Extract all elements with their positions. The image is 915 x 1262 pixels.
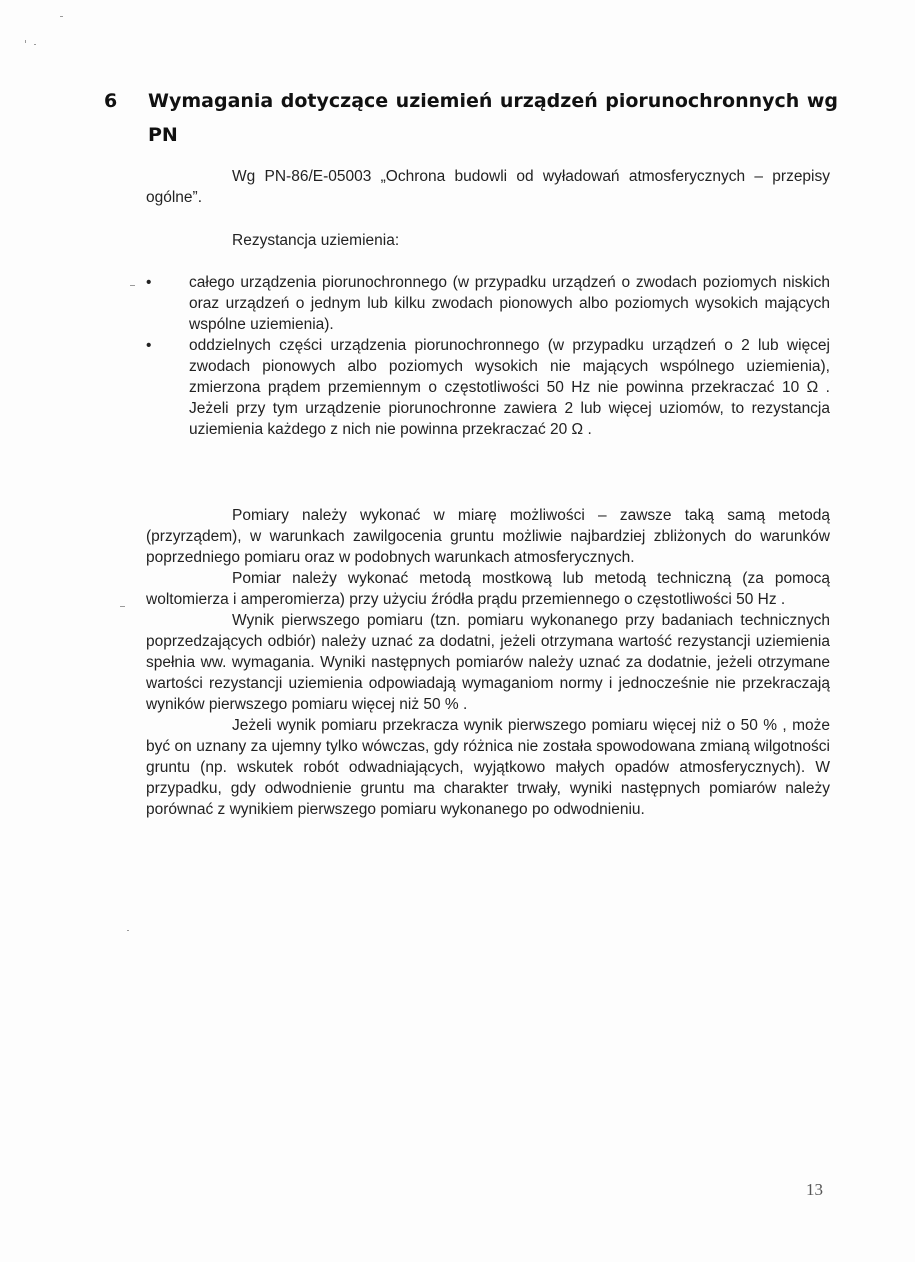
list-item <box>146 272 830 335</box>
list-item-text: całego urządzenia piorunochronnego (w przypadku urządzeń o zwodach poziomych niskich oraz urządzeń o jednym lub kilku zwodach pionowych albo poziomych wysokich mających wspólne uziemienia). <box>189 274 830 333</box>
bullet-marker: • <box>146 274 152 291</box>
body-text <box>146 505 830 820</box>
scan-speck <box>34 44 36 45</box>
paragraph: Wynik pierwszego pomiaru (tzn. pomiaru wykonanego przy badaniach technicznych poprzedzających odbiór) należy uznać za dodatni, jeżeli otrzymana wartość rezystancji uziemienia spełnia ww. wymagania. Wyniki następnych pomiarów należy uznać za dodatnie, jeżeli otrzymane wartości rezystancji uziemienia odpowiadają wymaganiom normy i jednocześnie nie przekraczają wyników pierwszego pomiaru więcej niż 50 % . <box>146 612 830 713</box>
scan-speck <box>60 16 63 17</box>
page-number: 13 <box>806 1180 823 1199</box>
bullet-marker: • <box>146 337 152 354</box>
paragraph: Pomiary należy wykonać w miarę możliwości – zawsze taką samą metodą (przyrządem), w warunkach zawilgocenia gruntu możliwie najbardziej zbliżonych do warunków poprzedniego pomiaru oraz w podobnych warunkach atmosferycznych. <box>146 507 830 566</box>
paragraph: Pomiar należy wykonać metodą mostkową lub metodą techniczną (za pomocą woltomierza i amperomierza) przy użyciu źródła prądu przemiennego o częstotliwości 50 Hz . <box>146 570 830 608</box>
paragraph: Jeżeli wynik pomiaru przekracza wynik pierwszego pomiaru więcej niż o 50 % , może być on uznany za ujemny tylko wówczas, gdy różnica nie została spowodowana zmianą wilgotności gruntu (np. wskutek robót odwadniających, wyjątkowo małych opadów atmosferycznych). W przypadku, gdy odwodnienie gruntu ma charakter trwały, wyniki następnych pomiarów należy porównać z wynikiem pierwszego pomiaru wykonanego po odwodnieniu. <box>146 717 830 818</box>
list-item-text: oddzielnych części urządzenia piorunochronnego (w przypadku urządzeń o 2 lub więcej zwodach pionowych albo poziomych wysokich nie mających wspólnego uziemienia), zmierzona prądem przemiennym o częstotliwości 50 Hz nie powinna przekraczać 10 Ω . Jeżeli przy tym urządzenie piorunochronne zawiera 2 lub więcej uziomów, to rezystancja uziemienia każdego z nich nie powinna przekraczać 20 Ω . <box>189 337 830 438</box>
resistance-label: Rezystancja uziemienia: <box>232 232 400 249</box>
scan-speck <box>127 930 129 931</box>
scan-speck <box>120 606 125 607</box>
requirements-list <box>146 272 830 440</box>
section-title: Wymagania dotyczące uziemień urządzeń piorunochronnych wg PN <box>148 90 838 146</box>
standard-reference: Wg PN-86/E-05003 „Ochrona budowli od wyładowań atmosferycznych – przepisy ogólne”. <box>146 168 830 206</box>
section-number: 6 <box>104 90 118 112</box>
scan-speck <box>130 285 135 286</box>
scan-speck <box>25 40 26 43</box>
list-item <box>146 335 830 440</box>
